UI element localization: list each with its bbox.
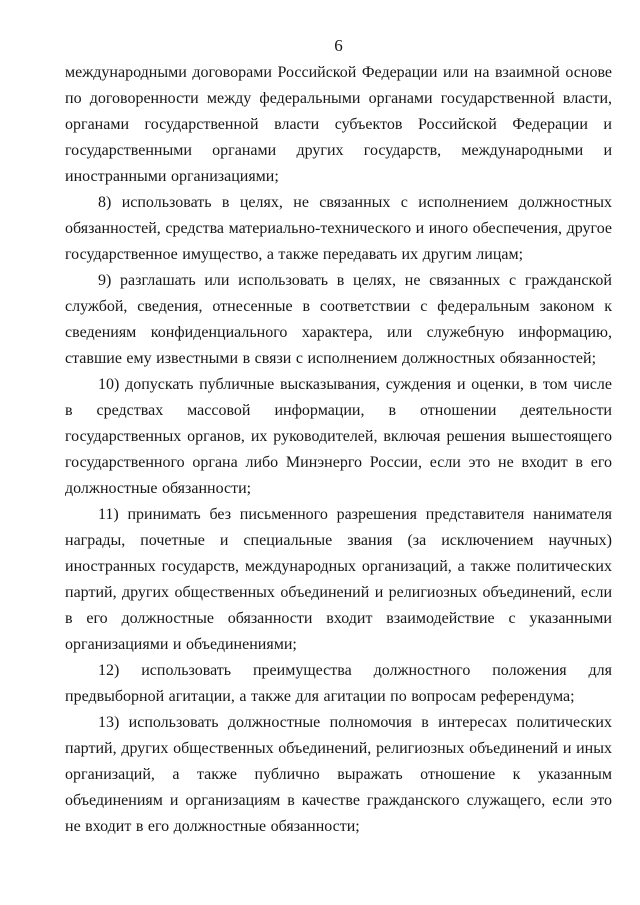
paragraph-item-13: 13) использовать должностные полномочия в интересах политических партий, других общественных объединений, религиозных объединений и иных организаций, а также публично выражать отношение к указанным объединениям и организациям в качестве гражданского служащего, если это не входит в его должностные обязанности;	[65, 714, 612, 835]
paragraph-item-12: 12) использовать преимущества должностного положения для предвыборной агитации, а также для агитации по вопросам референдума;	[65, 662, 612, 705]
page-number: 6	[334, 36, 343, 55]
paragraph-item-8: 8) использовать в целях, не связанных с исполнением должностных обязанностей, средства материально-технического и иного обеспечения, другое государственное имущество, а также передавать их другим лицам;	[65, 194, 612, 263]
paragraph-item-11: 11) принимать без письменного разрешения представителя нанимателя награды, почетные и специальные звания (за исключением научных) иностранных государств, международных организаций, а также политических партий, других общественных объединений и религиозных объединений, если в его должностные обязанности входит взаимодействие с указанными организациями и объединениями;	[65, 506, 612, 653]
paragraph-item-9: 9) разглашать или использовать в целях, не связанных с гражданской службой, сведения, отнесенные в соответствии с федеральным законом к сведениям конфиденциального характера, или служебную информацию, ставшие ему известными в связи с исполнением должностных обязанностей;	[65, 272, 612, 367]
paragraph-continuation: международными договорами Российской Федерации или на взаимной основе по договоренности между федеральными органами государственной власти, органами государственной власти субъектов Российской Федерации и государственными органами других государств, международными и иностранными организациями;	[65, 64, 612, 185]
paragraph-item-10: 10) допускать публичные высказывания, суждения и оценки, в том числе в средствах массовой информации, в отношении деятельности государственных органов, их руководителей, включая решения вышестоящего государственного органа либо Минэнерго России, если это не входит в его должностные обязанности;	[65, 376, 612, 497]
text-block	[65, 60, 612, 840]
